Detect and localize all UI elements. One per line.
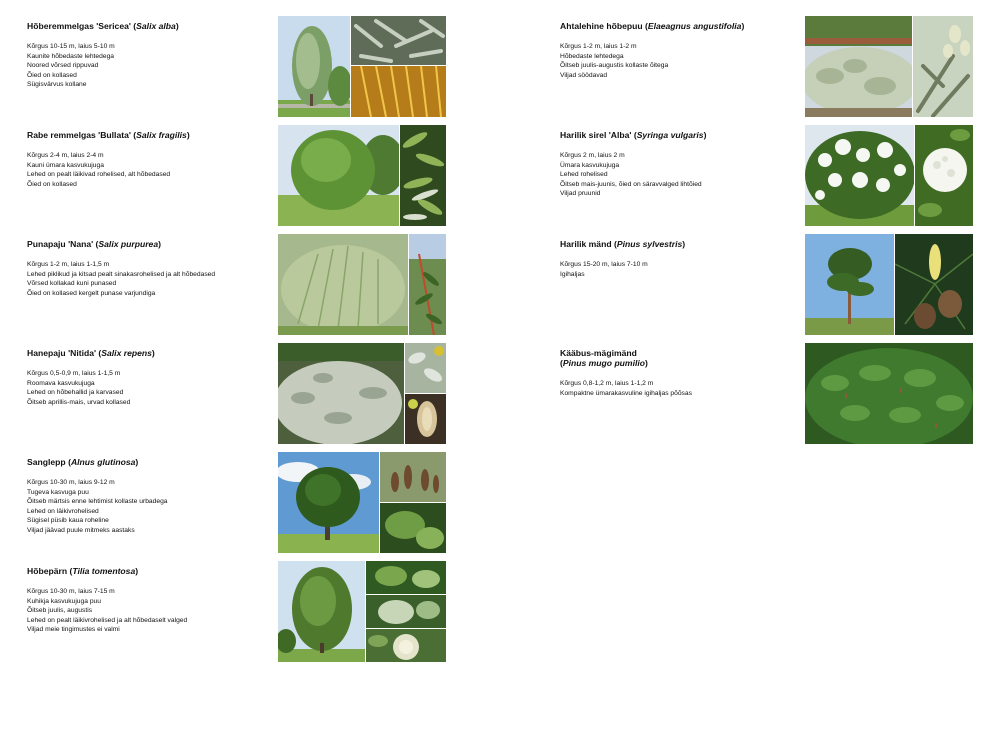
plant-photo-collage [805,343,973,444]
plant-detail: Kõrgus 2 m, laius 2 m [560,152,625,159]
plant-detail: Sügisel püsib kaua roheline [27,517,109,525]
plant-detail: Viljad jäävad puule mitmeks aastaks [27,526,135,534]
plant-detail: Igihaljas [560,270,585,278]
flower-closeup-photo [405,343,446,393]
plant-entry-salix-repens [0,343,500,445]
plant-detail: Viljad meie tingimustes ei valmi [27,626,120,634]
plant-detail: Õitseb juulis, augustis [27,607,93,615]
plant-entry-salix-fragilis [0,125,500,227]
plant-text [560,348,805,398]
plant-detail: Kõrgus 10-15 m, laius 5-10 m [27,43,115,50]
leaf-closeup-photo [380,503,446,553]
plant-detail: Kõrgus 0,5-0,9 m, laius 1-1,5 m [27,370,121,377]
plant-entry-pinus-sylvestris [530,234,1000,336]
plant-detail: Kompaktne ümarakasvuline igihaljas põõsas [560,389,692,397]
leaf-closeup-photo [351,16,446,65]
plant-text [560,21,805,80]
plant-entry-tilia-tomentosa [0,561,500,663]
plant-photo-collage [805,125,973,226]
plant-detail: Lehed piklikud ja kitsad pealt sinakasrohelised ja alt hõbedased [27,270,216,278]
plant-text [27,130,277,189]
plant-detail: Õied on kollased [27,71,77,79]
plant-title: Ahtalehine hõbepuu (Elaeagnus angustifolia) [560,21,745,31]
plant-detail: Hõbedaste lehtedega [560,52,624,60]
plant-detail: Viljad pruunid [560,190,601,198]
plant-entry-pinus-mugo-pumilio [530,343,1000,445]
plant-entry-salix-alba [0,16,500,118]
fruit-closeup-photo [913,16,973,117]
tree-photo [278,561,365,662]
cone-closeup-photo [380,452,446,502]
dwarf-pine-photo [805,343,973,444]
plant-detail: Võrsed kollakad kuni punased [27,280,117,288]
plant-detail: Ümara kasvukujuga [560,161,620,169]
yellow-branches-photo [351,66,446,117]
plant-entry-alnus-glutinosa [0,452,500,554]
plant-photo-collage [805,234,973,335]
plant-detail: Lehed on pealt läikivrohelised ja alt hõbedaselt valged [27,616,188,624]
plant-photo-collage [278,16,446,117]
common-name: Hõberemmelgas 'Sericea' ( [27,21,137,31]
tree-photo [278,452,379,553]
plant-text [27,239,277,298]
leaf-underside-photo [366,595,446,628]
plant-detail: Noored võrsed rippuvad [27,62,99,70]
plant-text [27,457,277,536]
plant-detail: Lehed on läikivrohelised [27,507,99,515]
plant-detail: Roomava kasvukujuga [27,379,95,387]
plant-detail: Sügisvärvus kollane [27,81,87,89]
round-shrub-photo [278,125,399,226]
plant-title: Hanepaju 'Nitida' (Salix repens) [27,348,155,358]
plant-detail: Kõrgus 1-2 m, laius 1-2 m [560,43,637,50]
plant-title: Sanglepp (Alnus glutinosa) [27,457,139,467]
plant-title-latin: (Pinus mugo pumilio) [560,358,648,368]
hedge-photo [805,16,912,117]
plant-title: Hõberemmelgas 'Sericea' (Salix alba) [27,21,179,31]
groundcover-photo [278,343,404,444]
plant-text [27,348,277,407]
flower-closeup-photo [366,629,446,662]
plant-photo-collage [278,125,446,226]
plant-entry-salix-purpurea [0,234,500,336]
plant-entry-elaeagnus-angustifolia [530,16,1000,118]
plant-detail: Õitseb aprillis-mais, urvad kollased [27,398,131,406]
latin-name: Salix alba [136,21,176,31]
plant-detail: Kõrgus 2-4 m, laius 2-4 m [27,152,104,159]
plant-detail: Õitseb mais-juunis, õied on säravvalged lihtõied [560,180,702,188]
tree-photo [278,16,350,117]
plant-text [560,239,805,279]
plant-detail: Õitseb märtsis enne lehtimist kollaste urbadega [27,498,168,506]
plant-detail: Kuhikja kasvukujuga puu [27,597,101,605]
plant-title: Kääbus-mägimänd [560,348,637,358]
plant-text [27,566,277,635]
pine-cone-photo [895,234,973,335]
plant-photo-collage [805,16,973,117]
leaf-closeup-photo [400,125,446,226]
plant-detail: Kõrgus 15-20 m, laius 7-10 m [560,261,648,268]
flower-closeup-photo [915,125,973,226]
plant-detail: Tugeva kasvuga puu [27,488,89,496]
plant-detail: Lehed on hõbehallid ja karvased [27,389,124,397]
plant-photo-collage [278,452,446,553]
plant-text [27,21,277,90]
plant-title: Rabe remmelgas 'Bullata' (Salix fragilis) [27,130,190,140]
plant-detail: Viljad söödavad [560,71,608,79]
plant-detail: Lehed on pealt läikivad rohelised, alt hõbedased [27,171,171,179]
plant-title: Harilik sirel 'Alba' (Syringa vulgaris) [560,130,707,140]
plant-title: Hõbepärn (Tilia tomentosa) [27,566,139,576]
plant-detail: Kõrgus 10-30 m, laius 7-15 m [27,588,115,595]
plant-photo-collage [278,234,446,335]
plant-detail: Lehed rohelised [560,171,608,179]
plant-title: Harilik mänd (Pinus sylvestris) [560,239,686,249]
plant-detail: Kõrgus 10-30 m, laius 9-12 m [27,479,115,486]
pine-tree-photo [805,234,894,335]
plant-text [560,130,805,199]
plant-detail: Kauni ümara kasvukujuga [27,161,104,169]
plant-detail: Õitseb juulis-augustis kollaste õitega [560,62,669,70]
plant-detail: Õied on kollased [27,180,77,188]
leaf-closeup-photo [366,561,446,594]
shrub-photo [278,234,408,335]
plant-title: Punapaju 'Nana' (Salix purpurea) [27,239,161,249]
plant-photo-collage [278,343,446,444]
plant-detail: Kõrgus 1-2 m, laius 1-1,5 m [27,261,110,268]
plant-entry-syringa-vulgaris [530,125,1000,227]
plant-detail: Kaunite hõbedaste lehtedega [27,52,115,60]
plant-detail: Õied on kollased kergelt punase varjundiga [27,289,156,297]
plant-photo-collage [278,561,446,662]
branch-closeup-photo [409,234,446,335]
flowering-shrub-photo [805,125,914,226]
plant-detail: Kõrgus 0,8-1,2 m, laius 1-1,2 m [560,380,654,387]
catkin-closeup-photo [405,394,446,444]
